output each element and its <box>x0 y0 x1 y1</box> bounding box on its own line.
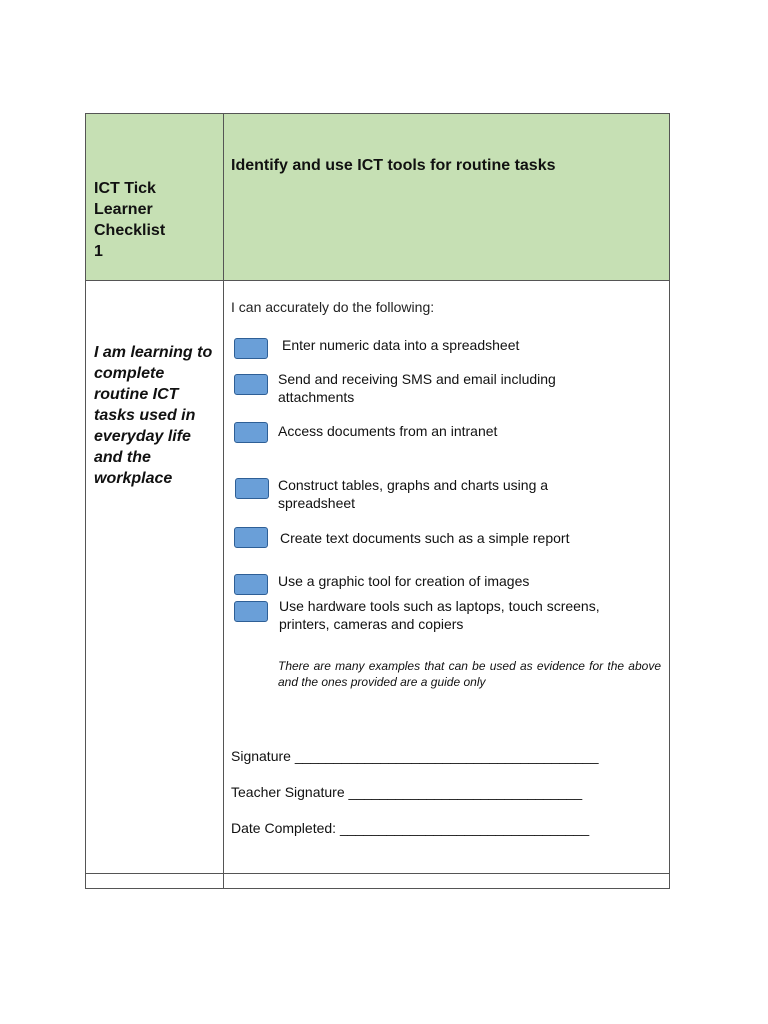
learning-statement: I am learning to complete routine ICT tasks used in everyday life and the workplace <box>94 344 213 487</box>
body-row <box>86 281 670 874</box>
signature-label: Signature <box>231 748 291 764</box>
date-completed-label: Date Completed: <box>231 820 337 836</box>
signature-field[interactable]: _______________________________________ <box>294 748 599 764</box>
header-row <box>86 114 670 281</box>
teacher-signature-label: Teacher Signature <box>231 784 345 800</box>
task-checkbox[interactable] <box>234 422 268 443</box>
header-right-cell <box>224 114 670 281</box>
learning-cell <box>86 281 224 874</box>
footer-row <box>86 874 670 889</box>
task-label: Enter numeric data into a spreadsheet <box>282 337 520 353</box>
intro-text: I can accurately do the following: <box>231 299 435 315</box>
footer-right-cell <box>224 874 670 889</box>
task-checkbox[interactable] <box>235 478 269 499</box>
header-left-cell <box>86 114 224 281</box>
signature-line <box>231 748 599 764</box>
date-completed-field[interactable]: ________________________________ <box>339 820 590 836</box>
task-label: Send and receiving SMS and email including attachments <box>278 371 556 405</box>
footer-left-cell <box>86 874 224 889</box>
tasks-cell <box>224 281 670 874</box>
task-checkbox[interactable] <box>234 601 268 622</box>
task-label: Access documents from an intranet <box>278 423 498 439</box>
task-label: Use a graphic tool for creation of images <box>278 573 530 589</box>
task-label: Create text documents such as a simple report <box>280 530 570 546</box>
teacher-signature-line <box>231 784 582 800</box>
date-completed-line <box>231 820 589 836</box>
task-checkbox[interactable] <box>234 374 268 395</box>
task-label: Construct tables, graphs and charts using a spreadsheet <box>278 477 549 511</box>
task-checkbox[interactable] <box>234 574 268 595</box>
unit-title: Identify and use ICT tools for routine tasks <box>231 157 556 174</box>
task-label: Use hardware tools such as laptops, touch screens, printers, cameras and copiers <box>279 598 600 632</box>
task-checkbox[interactable] <box>234 338 268 359</box>
teacher-signature-field[interactable]: ______________________________ <box>348 784 583 800</box>
task-checkbox[interactable] <box>234 527 268 548</box>
checklist-table <box>85 113 670 889</box>
evidence-note: There are many examples that can be used as evidence for the above and the ones provided are a guide only <box>278 659 661 689</box>
checklist-title: ICT Tick Learner Checklist 1 <box>94 180 166 260</box>
